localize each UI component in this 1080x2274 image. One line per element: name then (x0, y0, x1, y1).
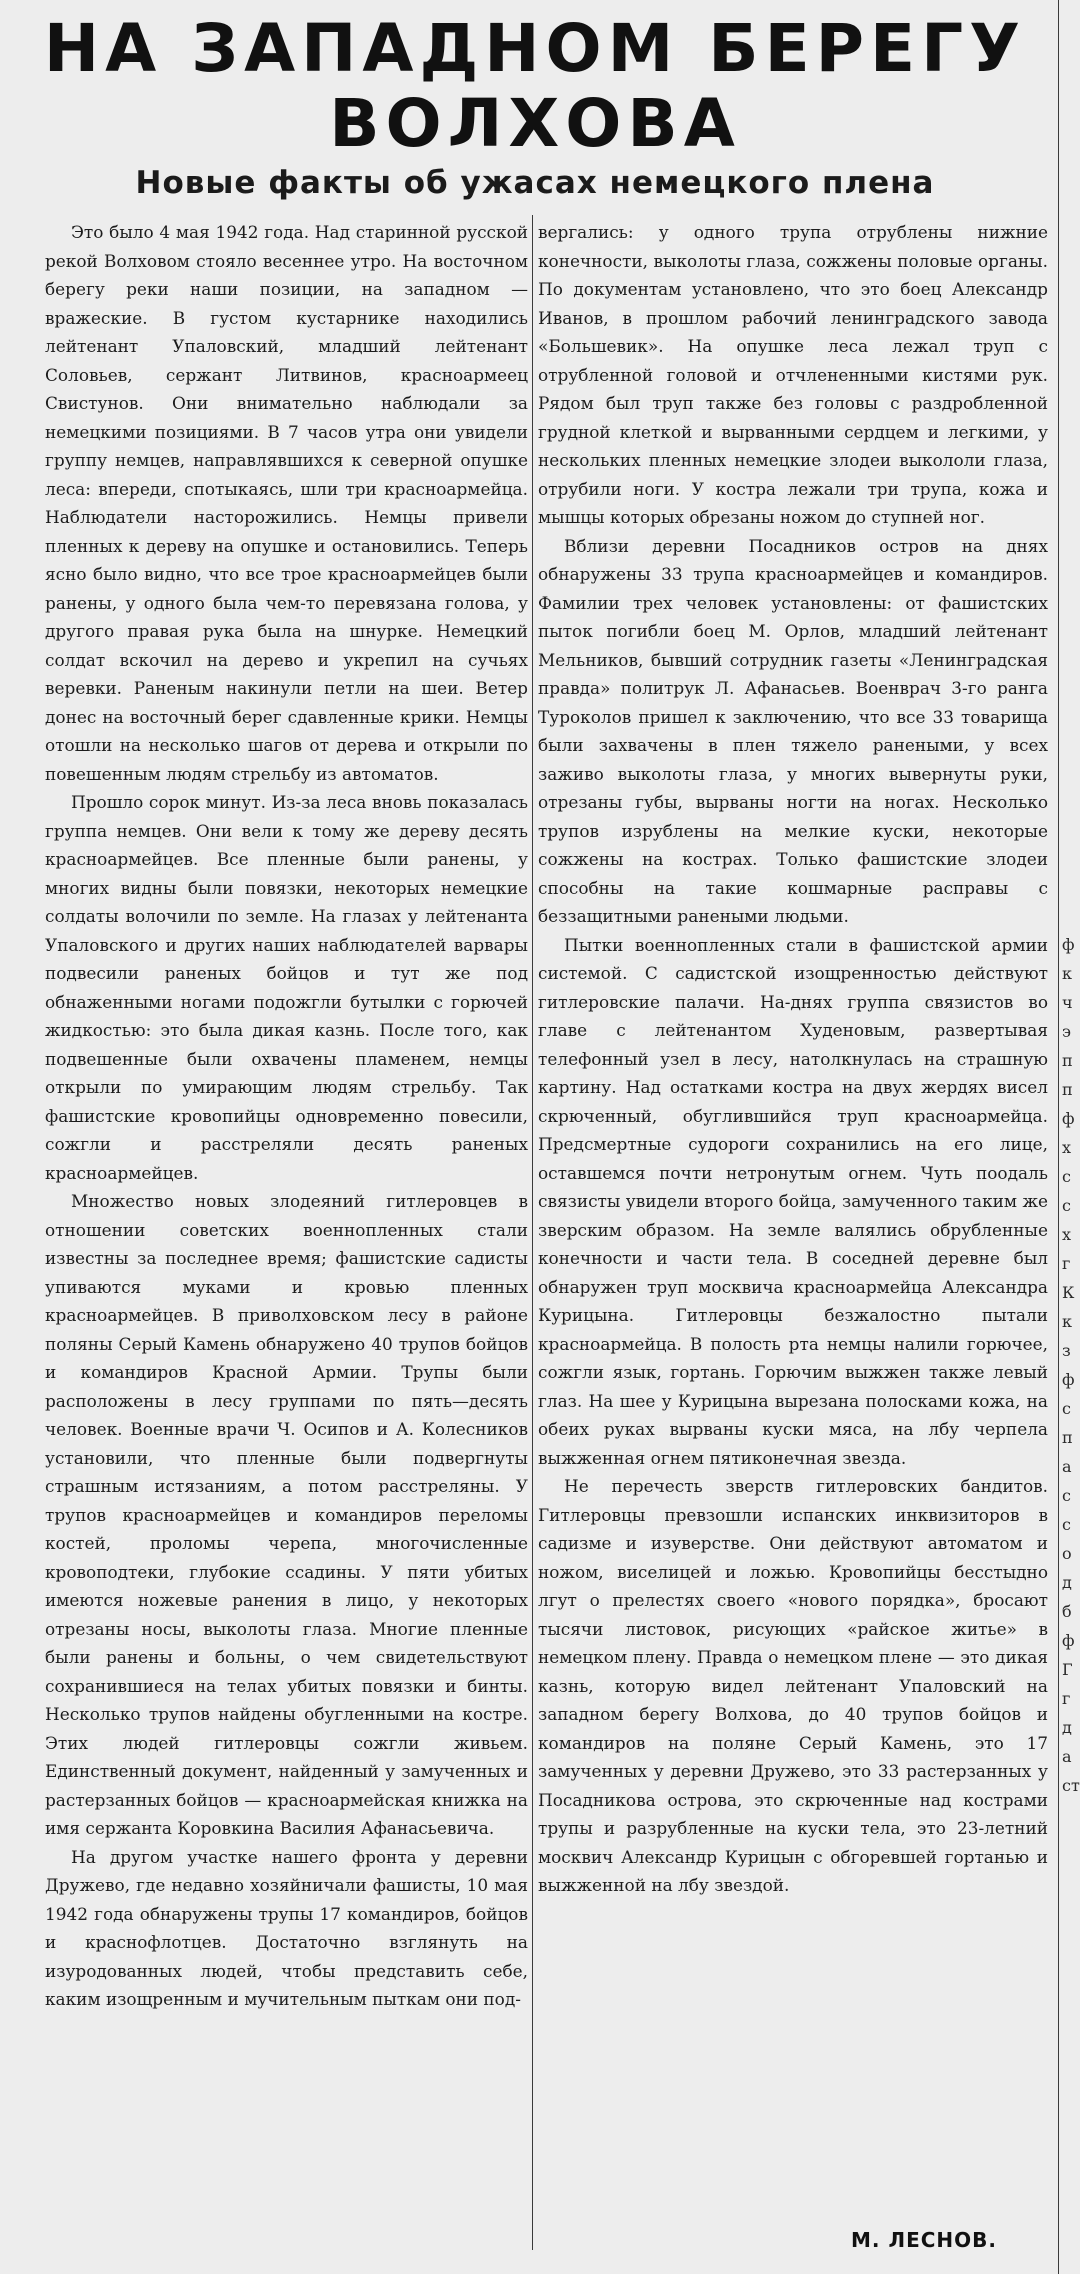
paragraph: Вблизи деревни Посадников остров на днях обнаружены 33 трупа красноармейцев и командиров. Фамилии трех человек установлены: от фашистских пыток погибли боец М. Орлов, младший лейтенант Мельников, бывший сотрудник газеты «Ленинградская правда» политрук Л. Афанасьев. Военврач 3-го ранга Туроколов пришел к заключению, что все 33 товарища были захвачены в плен тяжело ранеными, у всех заживо выколоты глаза, у многих вывернуты руки, отрезаны губы, вырваны ногти на ногах. Несколько трупов изрублены на мелкие куски, некоторые сожжены на кострах. Только фашистские злодеи способны на такие кошмарные расправы с беззащитными ранеными людьми. (538, 535, 1048, 926)
edge-fragment: к (1062, 964, 1072, 983)
edge-fragment: ф (1062, 1631, 1075, 1650)
edge-fragment: д (1062, 1718, 1072, 1737)
edge-fragment: ф (1062, 1109, 1075, 1128)
edge-fragment: К (1062, 1283, 1075, 1302)
adjacent-column-fragments (1062, 930, 1080, 1800)
edge-fragment: с (1062, 1515, 1071, 1534)
column-divider (532, 215, 533, 2250)
headline-line-1: НА ЗАПАДНОМ БЕРЕГУ (43, 10, 1027, 87)
edge-fragment: г (1062, 1254, 1071, 1273)
paragraph: Прошло сорок минут. Из-за леса вновь показалась группа немцев. Они вели к тому же дереву десять красноармейцев. Все пленные были ранены, у многих видны были повязки, некоторых немецкие солдаты волочили по земле. На глазах у лейтенанта Упаловского и других наших наблюдателей варвары подвесили раненых бойцов и тут же под обнаженными ногами подожгли бутылки с горючей жидкостью: это была дикая казнь. После того, как подвешенные были охвачены пламенем, немцы открыли по умирающим людям стрельбу. Так фашистские кровопийцы одновременно повесили, сожгли и расстреляли десять раненых красноармейцев. (45, 792, 528, 1183)
edge-fragment: х (1062, 1138, 1072, 1157)
edge-fragment: ст (1062, 1776, 1080, 1795)
edge-fragment: Г (1062, 1660, 1073, 1679)
edge-fragment: п (1062, 1080, 1073, 1099)
edge-fragment: б (1062, 1602, 1072, 1621)
paragraph-continued: вергались: у одного трупа отрублены нижние конечности, выколоты глаза, сожжены половые органы. По документам установлено, что это боец Александр Иванов, в прошлом рабочий ленинградского завода «Большевик». На опушке леса лежал труп с отрубленной головой и отчлененными кистями рук. Рядом был труп также без головы с раздробленной грудной клеткой и вырванными сердцем и легкими, у нескольких пленных немецкие злодеи выкололи глаза, отрубили ноги. У костра лежали три трупа, кожа и мышцы которых обрезаны ножом до ступней ног. (538, 222, 1048, 527)
article-column-right (538, 218, 1048, 1900)
paragraph: Это было 4 мая 1942 года. Над старинной русской рекой Волховом стояло весеннее утро. На восточном берегу реки наши позиции, на западном — вражеские. В густом кустарнике находились лейтенант Упаловский, младший лейтенант Соловьев, сержант Литвинов, красноармеец Свистунов. Они внимательно наблюдали за немецкими позициями. В 7 часов утра они увидели группу немцев, направлявшихся к северной опушке леса: впереди, спотыкаясь, шли три красноармейца. Наблюдатели насторожились. Немцы привели пленных к дереву на опушке и остановились. Теперь ясно было видно, что все трое красноармейцев были ранены, у одного была чем-то перевязана голова, у другого правая рука была на шнурке. Немецкий солдат вскочил на дерево и укрепил на сучьях веревки. Раненым накинули петли на шеи. Ветер донес на восточный берег сдавленные крики. Немцы отошли на несколько шагов от дерева и открыли по повешенным людям стрельбу из автоматов. (45, 222, 528, 784)
edge-fragment: э (1062, 1022, 1071, 1041)
edge-fragment: о (1062, 1544, 1072, 1563)
edge-fragment: с (1062, 1167, 1071, 1186)
edge-fragment: а (1062, 1457, 1072, 1476)
article-column-left (45, 218, 528, 2014)
edge-fragment: с (1062, 1399, 1071, 1418)
subheadline: Новые факты об ужасах немецкого плена (135, 165, 935, 201)
edge-fragment: ф (1062, 935, 1075, 954)
edge-fragment: а (1062, 1747, 1072, 1766)
edge-fragment: г (1062, 1689, 1071, 1708)
paragraph: Не перечесть зверств гитлеровских бандитов. Гитлеровцы превзошли испанских инквизиторов в садизме и изуверстве. Они действуют автоматом и ножом, виселицей и ложью. Кровопийцы бесстыдно лгут о прелестях своего «нового порядка», бросают тысячи листовок, рисующих «райское житье» в немецком плену. Правда о немецком плене — это дикая казнь, которую видел лейтенант Упаловский на западном берегу Волхова, до 40 трупов бойцов и командиров на поляне Серый Камень, это 17 замученных у деревни Дружево, это 33 растерзанных у Посадникова острова, это скрюченные над кострами трупы и разрубленные на куски тела, это 23-летний москвич Александр Курицын с обгоревшей гортанью и выжженной на лбу звездой. (538, 1476, 1048, 1895)
paragraph: Пытки военнопленных стали в фашистской армии системой. С садистской изощренностью действуют гитлеровские палачи. На-днях группа связистов во главе с лейтенантом Худеновым, развертывая телефонный узел в лесу, натолкнулась на страшную картину. Над остатками костра на двух жердях висел скрюченный, обуглившийся труп красноармейца. Предсмертные судороги сохранились на его лице, оставшемся почти нетронутым огнем. Чуть поодаль связисты увидели второго бойца, замученного таким же зверским образом. На земле валялись обрубленные конечности и части тела. В соседней деревне был обнаружен труп москвича красноармейца Александра Курицына. Гитлеровцы безжалостно пытали красноармейца. В полость рта немцы налили горючее, сожгли язык, гортань. Горючим выжжен также левый глаз. На шее у Курицына вырезана полосками кожа, на обеих руках вырваны куски мяса, на лбу черпела выжженная огнем пятиконечная звезда. (538, 934, 1048, 1468)
edge-fragment: п (1062, 1428, 1073, 1447)
edge-fragment: д (1062, 1573, 1072, 1592)
paragraph: Множество новых злодеяний гитлеровцев в отношении советских военнопленных стали известны за последнее время; фашистские садисты упиваются муками и кровью пленных красноармейцев. В приволховском лесу в районе поляны Серый Камень обнаружено 40 трупов бойцов и командиров Красной Армии. Трупы были расположены в лесу группами по пять—десять человек. Военные врачи Ч. Осипов и А. Колесников установили, что пленные были подвергнуты страшным истязаниям, а потом расстреляны. У трупов красноармейцев и командиров переломы костей, проломы черепа, многочисленные кровоподтеки, глубокие ссадины. У пяти убитых имеются ножевые ранения в лицо, у некоторых отрезаны носы, выколоты глаза. Многие пленные были ранены и больны, о чем свидетельствуют сохранившиеся на телах убитых повязки и бинты. Несколько трупов найдены обугленными на костре. Этих людей гитлеровцы сожгли живьем. Единственный документ, найденный у замученных и растерзанных бойцов — красноармейская книжка на имя сержанта Коровкина Василия Афанасьевича. (45, 1191, 528, 1838)
edge-fragment: х (1062, 1225, 1072, 1244)
edge-fragment: с (1062, 1196, 1071, 1215)
edge-fragment: ф (1062, 1370, 1075, 1389)
edge-fragment: к (1062, 1312, 1072, 1331)
edge-fragment: ч (1062, 993, 1073, 1012)
edge-fragment: п (1062, 1051, 1073, 1070)
author-signature: М. ЛЕСНОВ. (851, 2228, 997, 2252)
edge-fragment: с (1062, 1486, 1071, 1505)
page-edge-rule (1058, 0, 1059, 2274)
headline-line-2: ВОЛХОВА (329, 85, 741, 162)
edge-fragment: з (1062, 1341, 1071, 1360)
paragraph: На другом участке нашего фронта у деревни Дружево, где недавно хозяйничали фашисты, 10 мая 1942 года обнаружены трупы 17 командиров, бойцов и краснофлотцев. Достаточно взглянуть на изуродованных людей, чтобы представить себе, каким изощренным и мучительным пыткам они под- (45, 1846, 528, 2009)
